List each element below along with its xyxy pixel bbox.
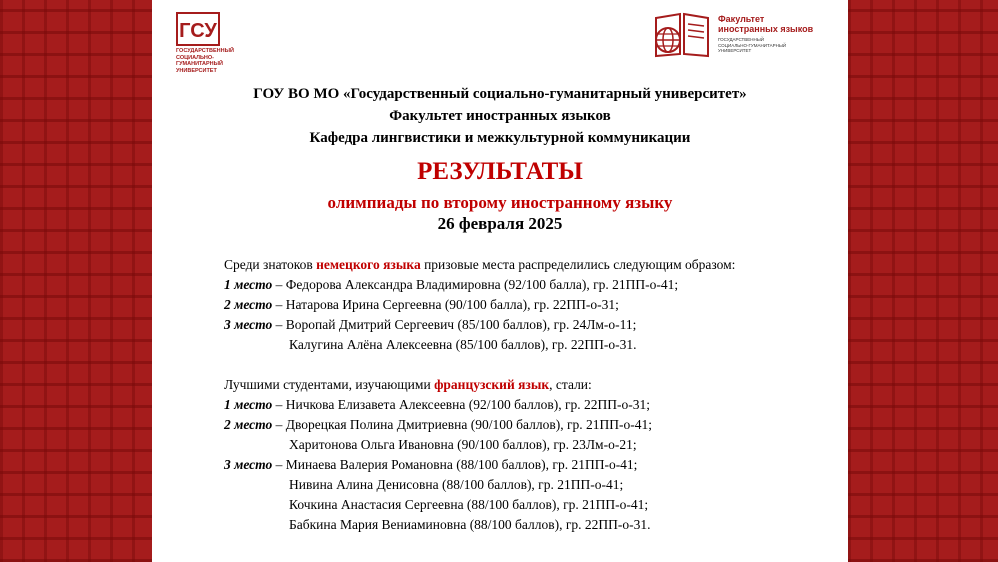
french-place-3-extra-1: Нивина Алина Денисовна (88/100 баллов), гр. 21ПП-о-41; <box>289 477 624 492</box>
faculty-logo-title: Факультет иностранных языков <box>718 14 814 34</box>
globe-book-icon <box>650 10 714 60</box>
french-place-2: 2 место – Дворецкая Полина Дмитриевна (90/100 баллов), гр. 21ПП-о-41; <box>224 417 652 432</box>
french-place-1: 1 место – Ничкова Елизавета Алексеевна (92/100 баллов), гр. 22ПП-о-31; <box>224 397 650 412</box>
german-place-2: 2 место – Натарова Ирина Сергеевна (90/100 балла), гр. 22ПП-о-31; <box>224 297 619 312</box>
decorative-pattern-right <box>848 0 998 562</box>
french-place-3: 3 место – Минаева Валерия Романовна (88/100 баллов), гр. 21ПП-о-41; <box>224 457 638 472</box>
french-intro: Лучшими студентами, изучающими французский язык, стали: <box>224 377 592 392</box>
document-page <box>152 0 848 562</box>
french-place-2-extra: Харитонова Ольга Ивановна (90/100 баллов), гр. 23Лм-о-21; <box>289 437 637 452</box>
french-place-3-extra-3: Бабкина Мария Вениаминовна (88/100 баллов), гр. 22ПП-о-31. <box>289 517 651 532</box>
german-place-3-extra: Калугина Алёна Алексеевна (85/100 баллов), гр. 22ПП-о-31. <box>289 337 637 352</box>
french-place-3-extra-2: Кочкина Анастасия Сергеевна (88/100 баллов), гр. 21ПП-о-41; <box>289 497 649 512</box>
german-place-3: 3 место – Воропай Дмитрий Сергеевич (85/100 баллов), гр. 24Лм-о-11; <box>224 317 637 332</box>
logo-caption: ГОСУДАРСТВЕННЫЙ СОЦИАЛЬНО- ГУМАНИТАРНЫЙ УНИВЕРСИТЕТ <box>176 48 234 74</box>
department-name: Кафедра лингвистики и межкультурной коммуникации <box>309 130 691 146</box>
faculty-logo <box>650 10 830 60</box>
faculty-logo-caption: ГОСУДАРСТВЕННЫЙ СОЦИАЛЬНО-ГУМАНИТАРНЫЙ УНИВЕРСИТЕТ <box>718 37 787 53</box>
university-logo <box>176 12 246 74</box>
german-language-label: немецкого языка <box>316 257 421 272</box>
page-subtitle: олимпиады по второму иностранному языку <box>327 193 673 212</box>
gsu-logo-icon <box>176 12 220 46</box>
decorative-pattern-left <box>0 0 152 562</box>
university-name: ГОУ ВО МО «Государственный социально-гуманитарный университет» <box>253 86 747 102</box>
faculty-name: Факультет иностранных языков <box>389 108 611 124</box>
event-date: 26 февраля 2025 <box>437 214 563 233</box>
german-intro: Среди знатоков немецкого языка призовые места распределились следующим образом: <box>224 257 736 272</box>
logo-text: ГСУ <box>179 20 217 42</box>
french-language-label: французский язык <box>434 377 550 392</box>
page-title: РЕЗУЛЬТАТЫ <box>417 158 583 185</box>
german-place-1: 1 место – Федорова Александра Владимировна (92/100 балла), гр. 21ПП-о-41; <box>224 277 679 292</box>
